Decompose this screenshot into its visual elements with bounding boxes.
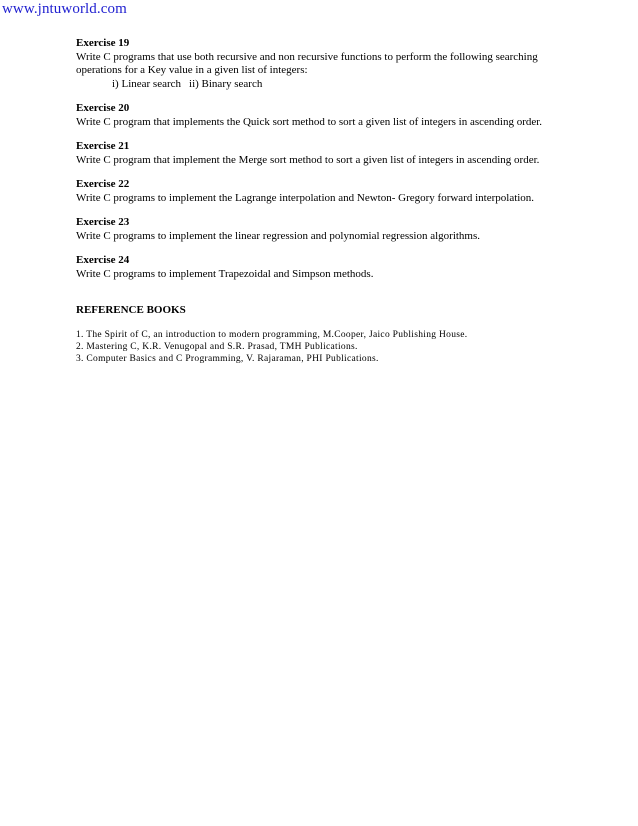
exercise-title: Exercise 24 — [76, 254, 130, 266]
sub-item-linear-search: i) Linear search — [112, 77, 182, 90]
sub-item-binary-search: ii) Binary search — [189, 77, 263, 90]
exercise-text-line: operations for a Key value in a given list of integers: — [76, 64, 308, 76]
exercise-text-line: Write C programs to implement Trapezoidal and Simpson methods. — [76, 267, 374, 280]
exercise-sub-items — [76, 78, 616, 92]
reference-item: 1. The Spirit of C, an introduction to modern programming, M.Cooper, Jaico Publishing House. — [76, 329, 468, 340]
exercise-19 — [76, 37, 616, 91]
reference-list — [76, 329, 616, 365]
exercise-text-line: Write C program that implement the Merge sort method to sort a given list of integers in ascending order. — [76, 153, 540, 166]
exercise-text-line: Write C programs to implement the linear regression and polynomial regression algorithms. — [76, 229, 481, 242]
exercise-24 — [76, 254, 616, 281]
reference-item: 2. Mastering C, K.R. Venugopal and S.R. Prasad, TMH Publications. — [76, 341, 358, 352]
exercise-20 — [76, 102, 616, 129]
exercise-22 — [76, 178, 616, 205]
exercise-21 — [76, 140, 616, 167]
watermark-url: www.jntuworld.com — [2, 1, 127, 17]
reference-item: 3. Computer Basics and C Programming, V. Rajaraman, PHI Publications. — [76, 353, 379, 364]
reference-books-heading: REFERENCE BOOKS — [76, 304, 186, 316]
exercise-text-line: Write C programs that use both recursive and non recursive functions to perform the following searching — [76, 50, 538, 63]
exercise-title: Exercise 22 — [76, 178, 130, 190]
exercise-title: Exercise 19 — [76, 37, 130, 49]
exercise-text-line: Write C program that implements the Quick sort method to sort a given list of integers in ascending order. — [76, 115, 543, 128]
exercise-title: Exercise 20 — [76, 102, 130, 114]
exercise-23 — [76, 216, 616, 243]
exercise-title: Exercise 21 — [76, 140, 130, 152]
exercise-title: Exercise 23 — [76, 216, 130, 228]
document-body — [76, 37, 616, 365]
exercise-text-line: Write C programs to implement the Lagrange interpolation and Newton- Gregory forward interpolation. — [76, 191, 535, 204]
